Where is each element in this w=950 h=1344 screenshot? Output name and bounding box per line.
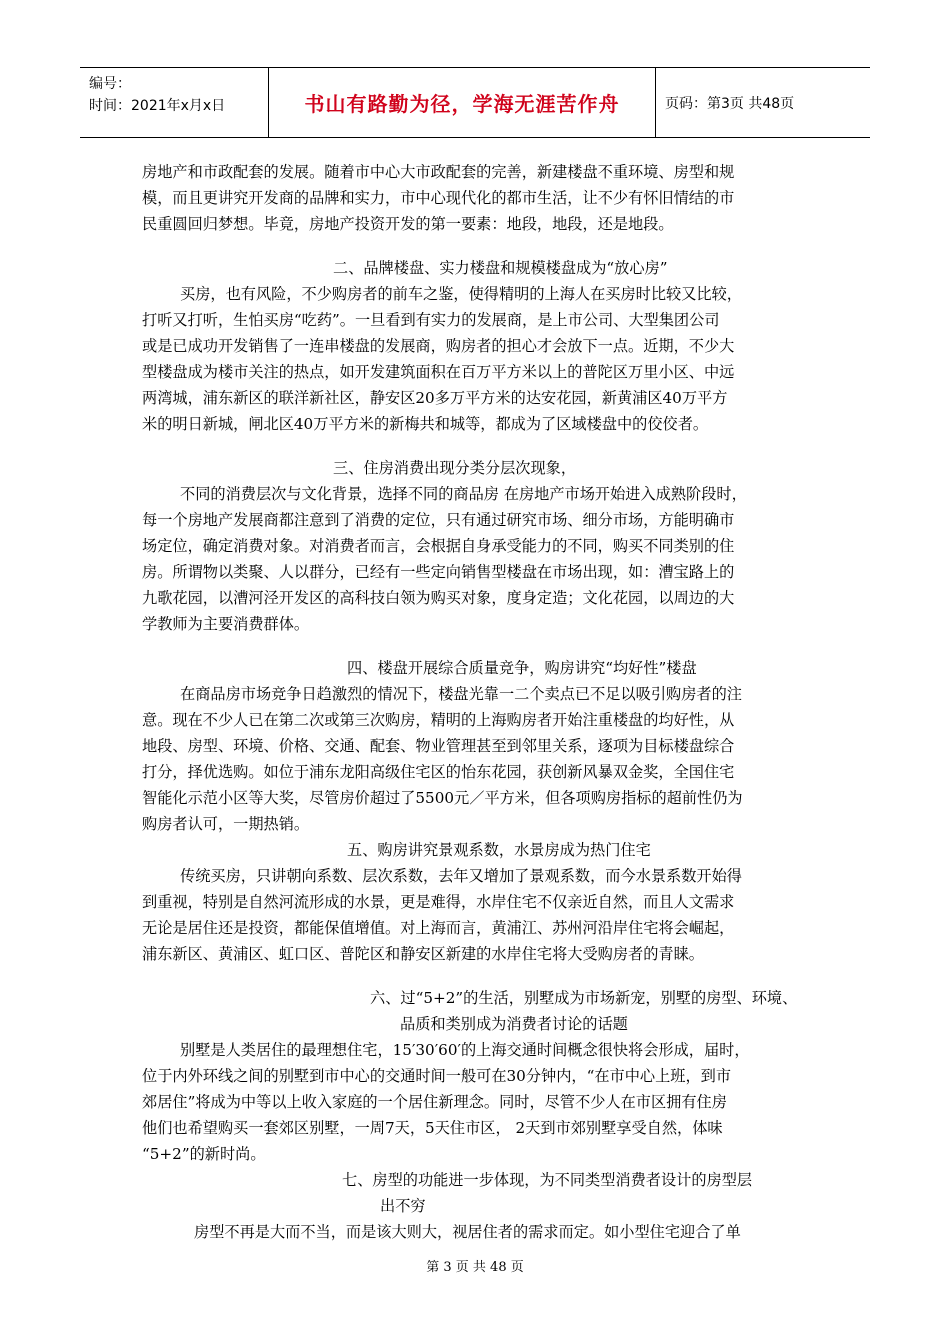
paragraph-line: 或是已成功开发销售了一连串楼盘的发展商，购房者的担心才会放下一点。近期，不少大: [142, 337, 735, 355]
paragraph-line: 每一个房地产发展商都注意到了消费的定位，只有通过研究市场、细分市场，方能明确市: [142, 511, 735, 529]
document-number-label: 编号：: [89, 76, 131, 92]
paragraph-line: 地段、房型、环境、价格、交通、配套、物业管理甚至到邻里关系，逐项为目标楼盘综合: [142, 737, 735, 755]
paragraph-line: 米的明日新城，闸北区40万平方米的新梅共和城等，都成为了区域楼盘中的佼佼者。: [142, 415, 709, 433]
header-motto: 书山有路勤为径，学海无涯苦作舟: [304, 92, 620, 116]
paragraph-line: 打听又打听，生怕买房“吃药”。一旦看到有实力的发展商，是上市公司、大型集团公司: [142, 311, 720, 329]
paragraph-line: 九歌花园，以漕河泾开发区的高科技白领为购买对象，度身定造；文化花园，以周边的大: [142, 589, 735, 607]
document-body: [142, 159, 818, 1245]
paragraph-line: 郊居住”将成为中等以上收入家庭的一个居住新理念。同时，尽管不少人在市区拥有住房: [142, 1093, 727, 1111]
paragraph-line: 传统买房，只讲朝向系数、层次系数，去年又增加了景观系数，而今水景系数开始得: [180, 867, 742, 885]
paragraph-line: 意。现在不少人已在第二次或第三次购房，精明的上海购房者开始注重楼盘的均好性，从: [142, 711, 735, 729]
paragraph-line: 买房，也有风险，不少购房者的前车之鉴，使得精明的上海人在买房时比较又比较，: [180, 285, 742, 303]
paragraph-line: 模，而且更讲究开发商的品牌和实力，市中心现代化的都市生活，让不少有怀旧情结的市: [142, 189, 735, 207]
paragraph-line: “5+2”的新时尚。: [142, 1145, 266, 1163]
section-heading: 出不穷: [380, 1197, 426, 1215]
section-heading: 七、房型的功能进一步体现，为不同类型消费者设计的房型层: [342, 1171, 753, 1189]
header-divider: [268, 68, 269, 137]
section-heading: 品质和类别成为消费者讨论的话题: [400, 1015, 628, 1033]
section-heading: 二、品牌楼盘、实力楼盘和规模楼盘成为“放心房”: [333, 259, 668, 277]
page-footer: 第 3 页 共 48 页: [426, 1260, 524, 1275]
section-heading: 四、楼盘开展综合质量竞争，购房讲究“均好性”楼盘: [347, 659, 697, 677]
document-date: 时间：2021年x月x日: [89, 98, 226, 114]
paragraph-line: 别墅是人类居住的最理想住宅，15′30′60′的上海交通时间概念很快将会形成，届时，: [180, 1041, 750, 1059]
paragraph-line: 浦东新区、黄浦区、虹口区、普陀区和静安区新建的水岸住宅将大受购房者的青睐。: [142, 945, 704, 963]
paragraph-line: 在商品房市场竞争日趋激烈的情况下，楼盘光靠一二个卖点已不足以吸引购房者的注: [180, 685, 742, 703]
paragraph-line: 房型不再是大而不当，而是该大则大，视居住者的需求而定。如小型住宅迎合了单: [194, 1223, 741, 1241]
paragraph-line: 学教师为主要消费群体。: [142, 615, 310, 633]
paragraph-line: 民重圆回归梦想。毕竟，房地产投资开发的第一要素：地段，地段，还是地段。: [142, 215, 674, 233]
header-meta: [89, 73, 225, 117]
paragraph-line: 房地产和市政配套的发展。随着市中心大市政配套的完善，新建楼盘不重环境、房型和规: [142, 163, 735, 181]
paragraph-line: 无论是居住还是投资，都能保值增值。对上海而言，黄浦江、苏州河沿岸住宅将会崛起，: [142, 919, 735, 937]
paragraph-line: 不同的消费层次与文化背景，选择不同的商品房 在房地产市场开始进入成熟阶段时，: [180, 485, 747, 503]
section-heading: 三、住房消费出现分类分层次现象，: [333, 459, 576, 477]
paragraph-line: 他们也希望购买一套郊区别墅，一周7天，5天住市区， 2天到市郊别墅享受自然，体味: [142, 1119, 723, 1137]
section-heading: 六、过“5+2”的生活，别墅成为市场新宠，别墅的房型、环境、: [370, 989, 798, 1007]
paragraph-line: 购房者认可，一期热销。: [142, 815, 310, 833]
page-header: [80, 67, 870, 138]
header-divider: [655, 68, 656, 137]
paragraph-line: 房。所谓物以类聚、人以群分，已经有一些定向销售型楼盘在市场出现，如：漕宝路上的: [142, 563, 735, 581]
paragraph-line: 位于内外环线之间的别墅到市中心的交通时间一般可在30分钟内，“在市中心上班，到市: [142, 1067, 732, 1085]
paragraph-line: 型楼盘成为楼市关注的热点，如开发建筑面积在百万平方米以上的普陀区万里小区、中远: [142, 363, 735, 381]
section-heading: 五、购房讲究景观系数，水景房成为热门住宅: [347, 841, 651, 859]
paragraph-line: 两湾城，浦东新区的联洋新社区，静安区20多万平方米的达安花园，新黄浦区40万平方: [142, 389, 728, 407]
header-page-info: 页码：第3页 共48页: [665, 95, 795, 112]
paragraph-line: 智能化示范小区等大奖，尽管房价超过了5500元／平方米，但各项购房指标的超前性仍为: [142, 789, 743, 807]
paragraph-line: 到重视，特别是自然河流形成的水景，更是难得，水岸住宅不仅亲近自然，而且人文需求: [142, 893, 735, 911]
paragraph-line: 打分，择优选购。如位于浦东龙阳高级住宅区的怡东花园，获创新风暴双金奖，全国住宅: [142, 763, 735, 781]
paragraph-line: 场定位，确定消费对象。对消费者而言，会根据自身承受能力的不同，购买不同类别的住: [142, 537, 735, 555]
